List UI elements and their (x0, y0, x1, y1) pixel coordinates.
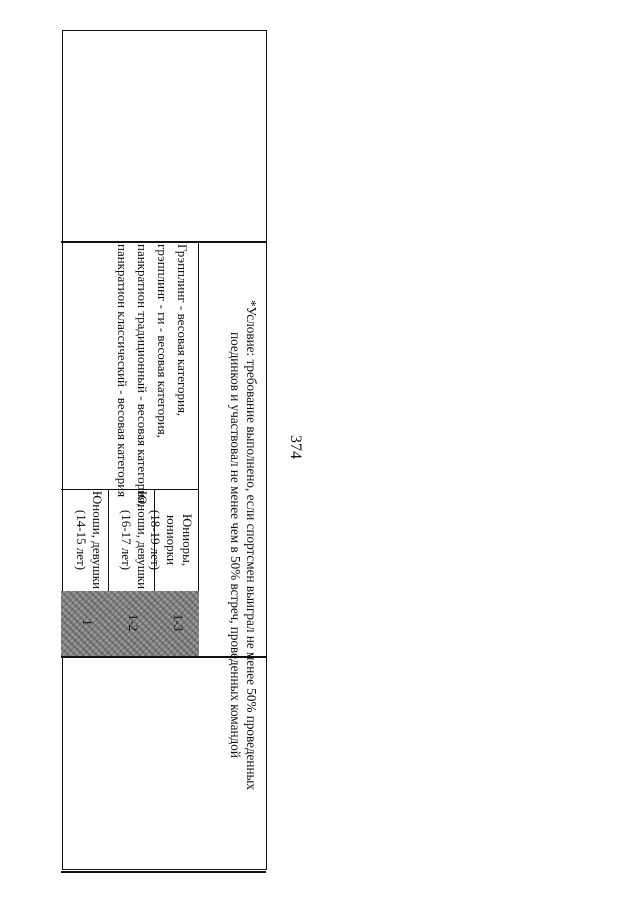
discipline-item: панкратион классический - весовая категория (115, 244, 130, 498)
condition-note-line: поединков и участвовал не менее чем в 50% встреч, проведенных командой (228, 332, 243, 758)
page-number: 374 (287, 435, 304, 459)
discipline-list (112, 244, 192, 506)
discipline-item: грэпплинг - ги - весовая категория, (155, 244, 170, 438)
column-divider (61, 871, 266, 873)
condition-note-line: *Условие: требование выполнено, если спортсмен выиграл не менее 50% проведенных (244, 300, 259, 790)
rotated-table-area (62, 30, 304, 900)
level-value: 1 (80, 619, 95, 626)
condition-note (227, 240, 259, 850)
discipline-item: Грэпплинг - весовая категория, (175, 244, 190, 417)
discipline-item: панкратион традиционный - весовая категория, (135, 244, 150, 507)
age-group: Юноши, девушки (16-17 лет) (119, 490, 150, 590)
age-group: Юноши, девушки (14-15 лет) (74, 490, 105, 590)
level-value: 1-3 (171, 613, 186, 632)
age-group: Юниоры, юниорки (18-19 лет) (148, 509, 195, 571)
level-value: 1-2 (126, 613, 141, 632)
